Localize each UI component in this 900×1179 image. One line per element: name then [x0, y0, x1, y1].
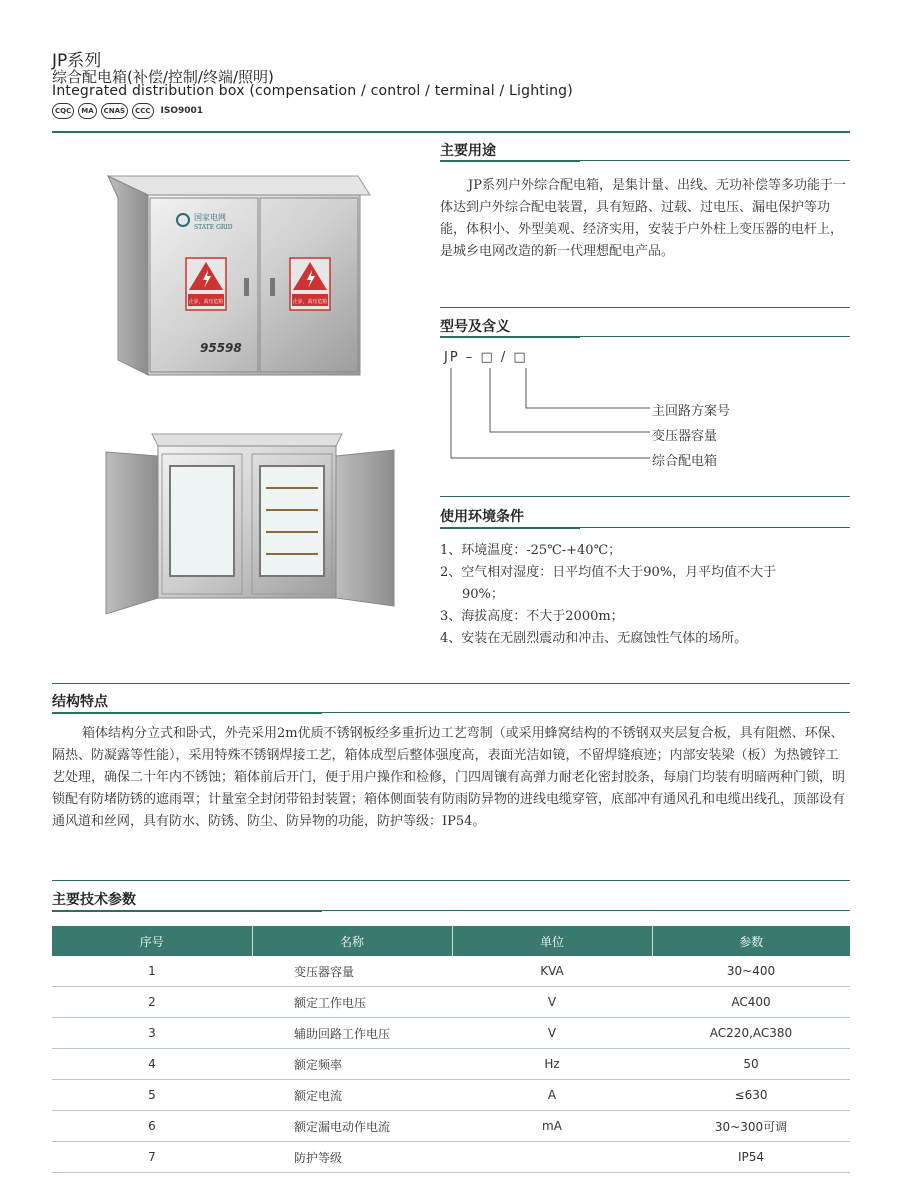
model-code: JP – □ / □ — [444, 350, 528, 365]
closed-cabinet-image — [100, 170, 375, 385]
section-rule — [52, 712, 322, 714]
open-cabinet-image — [100, 430, 398, 620]
warning-sign — [290, 258, 330, 310]
header-rule — [52, 131, 850, 133]
cell-value: AC220,AC380 — [652, 1018, 850, 1049]
warning-sign — [186, 258, 226, 310]
cell-name: 额定频率 — [252, 1049, 452, 1080]
section-rule — [52, 683, 850, 684]
col-header-unit: 单位 — [452, 926, 652, 956]
table-row — [52, 1049, 850, 1080]
section-rule — [322, 910, 850, 911]
table-row — [52, 1080, 850, 1111]
cqc-logo: CQC — [52, 103, 74, 119]
section-rule — [440, 496, 850, 497]
model-label-capacity: 变压器容量 — [652, 429, 718, 444]
cell-index: 4 — [52, 1049, 252, 1080]
cell-name: 额定工作电压 — [252, 987, 452, 1018]
certification-logos — [52, 103, 203, 119]
col-header-value: 参数 — [652, 926, 850, 956]
col-header-index: 序号 — [52, 926, 252, 956]
cell-unit: A — [452, 1080, 652, 1111]
env-item: 4、安装在无剧烈震动和冲击、无腐蚀性气体的场所。 — [440, 631, 748, 646]
cell-index: 3 — [52, 1018, 252, 1049]
state-grid-logo-cn: 国家电网 — [194, 213, 226, 222]
cell-value: 30~300可调 — [652, 1111, 850, 1142]
section-rule — [322, 712, 850, 713]
env-item: 90%； — [462, 587, 504, 602]
product-title-cn: 综合配电箱(补偿/控制/终端/照明) — [52, 68, 274, 86]
structure-heading: 结构特点 — [52, 694, 108, 710]
specs-table — [52, 926, 850, 1173]
table-row — [52, 1142, 850, 1173]
specs-heading: 主要技术参数 — [52, 892, 136, 908]
cell-unit: mA — [452, 1111, 652, 1142]
model-label-scheme: 主回路方案号 — [652, 404, 731, 419]
section-rule — [580, 527, 850, 528]
cell-index: 5 — [52, 1080, 252, 1111]
section-rule — [580, 336, 850, 337]
cell-index: 1 — [52, 956, 252, 987]
section-rule — [440, 160, 580, 162]
cell-value: 30~400 — [652, 956, 850, 987]
door-handle — [270, 278, 275, 296]
col-header-name: 名称 — [252, 926, 452, 956]
cell-value: 50 — [652, 1049, 850, 1080]
section-rule — [52, 910, 322, 912]
service-number: 95598 — [200, 341, 242, 355]
table-row — [52, 987, 850, 1018]
env-list — [440, 540, 855, 650]
model-heading: 型号及含义 — [440, 319, 510, 335]
cnas-logo: CNAS — [101, 103, 128, 119]
cell-unit: V — [452, 987, 652, 1018]
iso-label: ISO9001 — [160, 106, 204, 116]
section-rule — [440, 336, 580, 338]
cell-unit: V — [452, 1018, 652, 1049]
cell-value: AC400 — [652, 987, 850, 1018]
section-rule — [52, 880, 850, 881]
product-title-en: Integrated distribution box (compensation / control / terminal / Lighting) — [52, 83, 573, 99]
env-item: 2、空气相对湿度：日平均值不大于90%，月平均值不大于 — [440, 565, 777, 580]
section-rule — [440, 527, 580, 529]
model-diagram-lines — [440, 366, 660, 466]
cell-unit: Hz — [452, 1049, 652, 1080]
cell-index: 6 — [52, 1111, 252, 1142]
cell-name: 防护等级 — [252, 1142, 452, 1173]
table-row — [52, 1018, 850, 1049]
cell-unit — [452, 1142, 652, 1173]
door-handle — [244, 278, 249, 296]
left-door — [106, 452, 158, 614]
cell-name: 额定电流 — [252, 1080, 452, 1111]
ccc-logo: CCC — [132, 103, 153, 119]
cell-name: 变压器容量 — [252, 956, 452, 987]
model-label-box: 综合配电箱 — [652, 454, 718, 469]
table-header-row — [52, 926, 850, 956]
cell-index: 2 — [52, 987, 252, 1018]
warning-label-right: 止步，高压危险 — [292, 299, 328, 305]
cell-index: 7 — [52, 1142, 252, 1173]
structure-text: 箱体结构分立式和卧式，外壳采用2m优质不锈钢板经多重折边工艺弯制（或采用蜂窝结构的不锈钢双夹层复合板，具有阻燃、环保、隔热、防凝露等性能），采用特殊不锈钢焊接工艺，箱体成型后整体强度高，表面光洁如镜，不留焊缝痕迹；内部安装梁（板）为热镀锌工艺处理，确保二十年内不锈蚀；箱体前后开门，便于用户操作和检修，门四周镶有高弹力耐老化密封胶条，每扇门均装有明暗两种门锁，明锁配有防堵防锈的遮雨罩；计量室全封闭带铅封装置；箱体侧面装有防雨防异物的进线电缆穿管，底部冲有通风孔和电缆出线孔，顶部设有通风道和丝网，具有防水、防锈、防尘、防异物的功能，防护等级：IP54。 — [52, 726, 846, 829]
cell-unit: KVA — [452, 956, 652, 987]
cell-name: 辅助回路工作电压 — [252, 1018, 452, 1049]
env-item: 1、环境温度：-25℃-+40℃； — [440, 543, 622, 558]
section-rule — [440, 307, 850, 308]
series-title: JP系列 — [52, 51, 102, 71]
warning-label-left: 止步，高压危险 — [188, 299, 224, 305]
usage-heading: 主要用途 — [440, 143, 496, 159]
table-row — [52, 956, 850, 987]
env-item: 3、海拔高度：不大于2000m； — [440, 609, 624, 624]
cell-value: IP54 — [652, 1142, 850, 1173]
table-row — [52, 1111, 850, 1142]
right-door — [336, 450, 394, 606]
section-rule — [580, 160, 850, 161]
state-grid-logo-en: STATE GRID — [194, 224, 233, 231]
usage-text: JP系列户外综合配电箱，是集计量、出线、无功补偿等多功能于一体达到户外综合配电装置，具有短路、过载、过电压、漏电保护等功能，体积小、外型美观、经济实用，安装于户外柱上变压器的电杆上，是城乡电网改造的新一代理想配电产品。 — [440, 178, 846, 259]
cma-logo: MA — [78, 103, 96, 119]
env-heading: 使用环境条件 — [440, 509, 524, 525]
cell-name: 额定漏电动作电流 — [252, 1111, 452, 1142]
cell-value: ≤630 — [652, 1080, 850, 1111]
